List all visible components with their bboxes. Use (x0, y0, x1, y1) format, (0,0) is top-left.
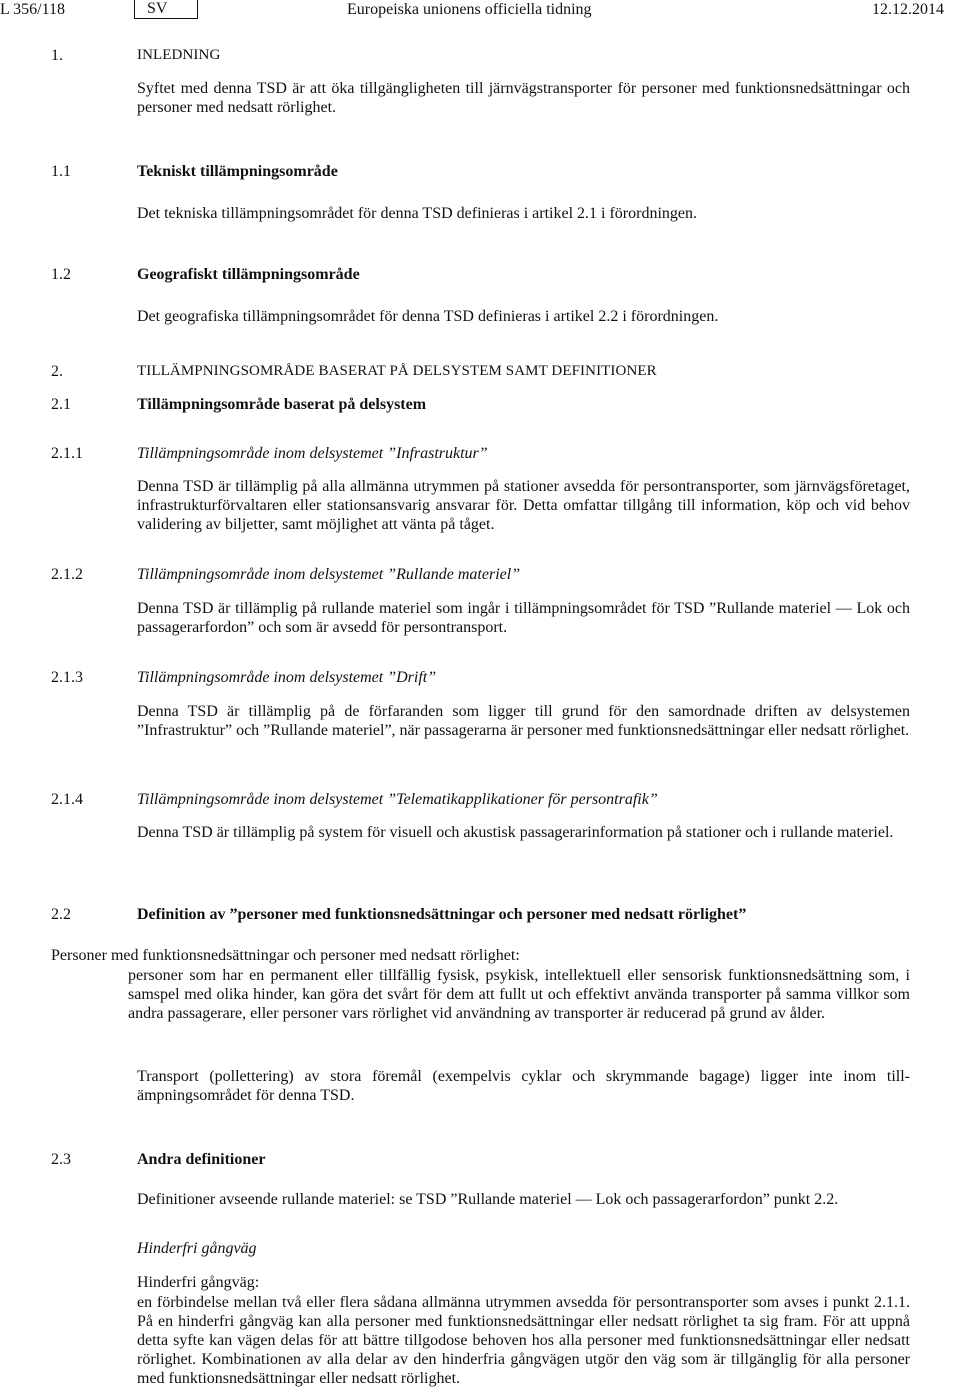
page-reference: L 356/118 (0, 1, 66, 18)
paragraph: Det tekniska tillämpningsområdet för denna TSD definieras i artikel 2.1 i förordningen. (137, 205, 698, 222)
definition-text: en förbindelse mellan två eller flera sådana allmänna utrymmen avsedda för persontransporter som avses i punkt 2.1.1. På en hinderfri gångväg kan alla personer med funktionsnedsättningar eller nedsatt rörlighet ta sig fram. För att uppnå detta syfte kan vägen delas för att bättre tillgodose behoven hos alla personer med funktionsnedsättningar eller nedsatt rörlighet. Kombinationen av alla delar av den hinderfria gångvägen utgör den väg som är tillgänglig för alla personer med funktionsnedsättningar eller nedsatt rörlighet. (137, 1294, 910, 1387)
section-number: 2.1.4 (51, 791, 83, 808)
paragraph: Det geografiska tillämpningsområdet för denna TSD definieras i artikel 2.2 i förordningen. (137, 308, 719, 325)
publication-date: 12.12.2014 (872, 1, 944, 18)
section-number: 2.1 (51, 396, 71, 413)
subheading: Hinderfri gångväg (137, 1240, 257, 1257)
paragraph: Denna TSD är tillämplig på system för visuell och akustisk passagerarinformation på stationer och i rullande materiel. (137, 824, 894, 841)
section-title: Tillämpningsområde baserat på delsystem (137, 396, 427, 413)
section-title: Andra definitioner (137, 1151, 266, 1168)
definition-term: Hinderfri gångväg: (137, 1274, 260, 1291)
section-number: 2.3 (51, 1151, 71, 1168)
section-title: Tillämpningsområde inom delsystemet ”Rullande materiel” (137, 566, 521, 583)
section-number: 2.2 (51, 906, 71, 923)
paragraph: Transport (pollettering) av stora föremål (exempelvis cyklar och skrymmande bagage) ligger inte inom tillämpningsområdet för denna TSD. (137, 1068, 910, 1104)
section-title: Geografiskt tillämpningsområde (137, 266, 360, 283)
section-number: 1. (51, 47, 63, 64)
section-title: Tillämpningsområde inom delsystemet ”Drift” (137, 669, 437, 686)
section-title: Tillämpningsområde inom delsystemet ”Infrastruktur” (137, 445, 488, 462)
section-title: TILLÄMPNINGSOMRÅDE BASERAT PÅ DELSYSTEM SAMT DEFINITIONER (137, 363, 657, 379)
section-number: 1.2 (51, 266, 71, 283)
section-number: 1.1 (51, 163, 71, 180)
section-title: Definition av ”personer med funktionsnedsättningar och personer med nedsatt rörlighet” (137, 906, 747, 923)
paragraph: Definitioner avseende rullande materiel: se TSD ”Rullande materiel — Lok och passagerarfordon” punkt 2.2. (137, 1191, 839, 1208)
paragraph: Syftet med denna TSD är att öka tillgängligheten till järnvägstransporter för personer med funktionsnedsättningar och personer med nedsatt rörlighet. (137, 80, 910, 116)
section-title: INLEDNING (137, 47, 221, 63)
paragraph: Denna TSD är tillämplig på alla allmänna utrymmen på stationer avsedda för persontransporter, som järnvägsföretaget, infrastrukturförvaltaren eller stationsansvarig ansvarar för. Detta omfattar tillgång till information, köp och vid behov validering av biljetter, samt möjlighet att vänta på tåget. (137, 478, 910, 533)
paragraph: Denna TSD är tillämplig på rullande materiel som ingår i tillämpningsområdet för TSD ”Rullande materiel — Lok och passagerarfordon” och som är avsedd för persontransport. (137, 600, 910, 636)
definition-text: personer som har en permanent eller tillfällig fysisk, psykisk, intellektuell eller sensorisk funktionsnedsättning som, i samspel med olika hinder, kan göra det svårt för dem att fullt ut och effektivt använda transporter på samma villkor som andra passagerare, eller personer vars rörlighet vid användning av transporter är reducerad på grund av ålder. (128, 967, 910, 1022)
language-code: SV (134, 0, 198, 19)
section-title: Tekniskt tillämpningsområde (137, 163, 338, 180)
running-header (0, 0, 960, 20)
journal-title: Europeiska unionens officiella tidning (347, 1, 592, 18)
definition-lead: Personer med funktionsnedsättningar och personer med nedsatt rörlighet: (51, 947, 520, 964)
section-number: 2.1.3 (51, 669, 83, 686)
section-title: Tillämpningsområde inom delsystemet ”Telematikapplikationer för persontrafik” (137, 791, 658, 808)
section-number: 2. (51, 363, 63, 380)
section-number: 2.1.1 (51, 445, 83, 462)
section-number: 2.1.2 (51, 566, 83, 583)
paragraph: Denna TSD är tillämplig på de förfaranden som ligger till grund för den samordnade driften av delsystemen ”Infrastruktur” och ”Rullande materiel”, när passagerarna är personer med funktionsnedsättningar eller nedsatt rörlighet. (137, 703, 910, 739)
